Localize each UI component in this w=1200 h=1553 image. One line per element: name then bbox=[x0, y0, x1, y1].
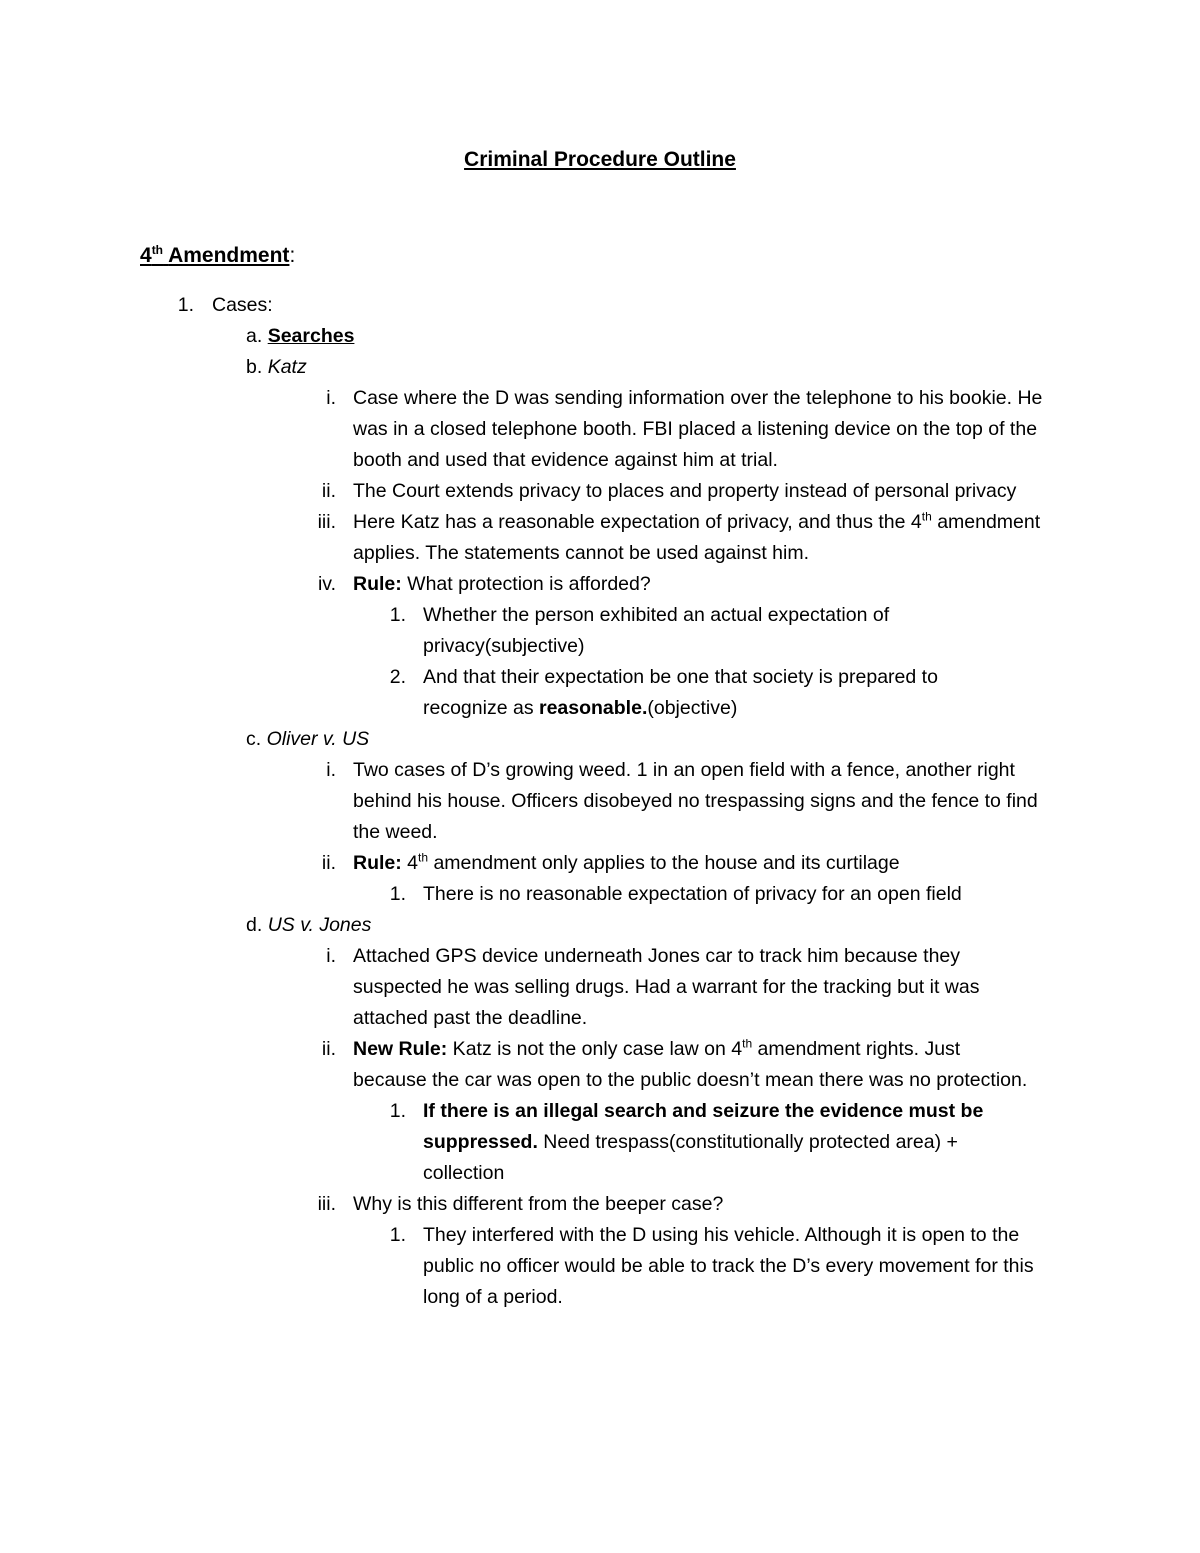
item-marker: 1. bbox=[389, 1100, 406, 1122]
heading-number: 4 bbox=[140, 244, 152, 267]
list-item bbox=[0, 321, 1200, 352]
superscript: th bbox=[742, 1036, 753, 1051]
page-title: Criminal Procedure Outline bbox=[464, 148, 736, 171]
heading-superscript: th bbox=[151, 243, 164, 257]
item-text: What protection is afforded? bbox=[401, 573, 651, 595]
item-text: Need trespass(constitutionally protected area) + collection bbox=[423, 1131, 958, 1184]
item-marker: 1. bbox=[389, 1224, 406, 1246]
item-text: 4 bbox=[401, 852, 419, 874]
list-item bbox=[0, 290, 1200, 321]
emphasis: reasonable. bbox=[538, 697, 648, 719]
superscript: th bbox=[418, 850, 429, 865]
item-text: amendment rights. Just because the car was open to the public doesn’t mean there was no protection. bbox=[353, 1038, 1028, 1091]
item-marker: 1. bbox=[389, 604, 406, 626]
heading-colon: : bbox=[289, 244, 296, 267]
list-item bbox=[0, 941, 1200, 1034]
item-marker: d. bbox=[246, 914, 263, 936]
item-marker: 1. bbox=[389, 883, 406, 905]
item-marker: c. bbox=[246, 728, 262, 750]
item-marker: b. bbox=[246, 356, 263, 378]
list-item bbox=[0, 1220, 1200, 1313]
list-item bbox=[0, 724, 1200, 755]
item-marker: ii. bbox=[321, 480, 336, 502]
item-text: Searches bbox=[267, 325, 355, 347]
item-text: Why is this different from the beeper case? bbox=[353, 1193, 724, 1215]
list-item bbox=[0, 1034, 1200, 1096]
item-text: The Court extends privacy to places and property instead of personal privacy bbox=[353, 480, 1017, 502]
item-marker: 2. bbox=[389, 666, 406, 688]
item-marker: iv. bbox=[317, 573, 336, 595]
rule-label: Rule: bbox=[353, 573, 402, 595]
list-item bbox=[0, 662, 1200, 724]
item-text: Katz is not the only case law on 4 bbox=[447, 1038, 743, 1060]
list-item bbox=[0, 569, 1200, 600]
list-item bbox=[0, 352, 1200, 383]
heading-underlined bbox=[140, 244, 289, 267]
case-name: Oliver v. US bbox=[266, 728, 370, 750]
item-text: And that their expectation be one that society is prepared to recognize as bbox=[423, 666, 938, 719]
item-text: Here Katz has a reasonable expectation of privacy, and thus the 4 bbox=[353, 511, 922, 533]
item-text: There is no reasonable expectation of privacy for an open field bbox=[423, 883, 962, 905]
list-item bbox=[0, 507, 1200, 569]
item-marker: 1. bbox=[177, 294, 194, 316]
list-item bbox=[0, 848, 1200, 879]
item-marker: iii. bbox=[317, 511, 336, 533]
outline-list bbox=[0, 290, 1200, 1313]
rule-label: Rule: bbox=[353, 852, 402, 874]
heading-word: Amendment bbox=[168, 244, 290, 267]
item-marker: a. bbox=[246, 325, 263, 347]
item-text: Whether the person exhibited an actual expectation of privacy(subjective) bbox=[423, 604, 890, 657]
section-heading bbox=[140, 240, 295, 271]
list-item bbox=[0, 1189, 1200, 1220]
item-text: Case where the D was sending information over the telephone to his bookie. He was in a closed telephone booth. FBI placed a listening device on the top of the booth and used that evidence against him at trial. bbox=[353, 387, 1043, 471]
item-text: amendment applies. The statements cannot be used against him. bbox=[353, 511, 1041, 564]
case-name: US v. Jones bbox=[267, 914, 372, 936]
item-text: (objective) bbox=[647, 697, 738, 719]
rule-label: New Rule: bbox=[353, 1038, 448, 1060]
item-text: They interfered with the D using his vehicle. Although it is open to the public no officer would be able to track the D’s every movement for this long of a period. bbox=[423, 1224, 1034, 1308]
emphasis: If there is an illegal search and seizure the evidence must be suppressed. bbox=[423, 1100, 984, 1153]
item-marker: iii. bbox=[317, 1193, 336, 1215]
list-item bbox=[0, 600, 1200, 662]
item-marker: ii. bbox=[321, 1038, 336, 1060]
item-text: Cases: bbox=[212, 294, 273, 316]
item-marker: ii. bbox=[321, 852, 336, 874]
item-marker: i. bbox=[326, 387, 336, 409]
item-text: Two cases of D’s growing weed. 1 in an open field with a fence, another right behind his house. Officers disobeyed no trespassing signs and the fence to find the weed. bbox=[353, 759, 1038, 843]
list-item bbox=[0, 910, 1200, 941]
item-text: Attached GPS device underneath Jones car to track him because they suspected he was selling drugs. Had a warrant for the tracking but it was attached past the deadline. bbox=[353, 945, 980, 1029]
list-item bbox=[0, 476, 1200, 507]
list-item bbox=[0, 383, 1200, 476]
case-name: Katz bbox=[267, 356, 307, 378]
list-item bbox=[0, 1096, 1200, 1189]
list-item bbox=[0, 879, 1200, 910]
item-marker: i. bbox=[326, 945, 336, 967]
superscript: th bbox=[921, 509, 932, 524]
item-text: amendment only applies to the house and its curtilage bbox=[428, 852, 900, 874]
item-marker: i. bbox=[326, 759, 336, 781]
list-item bbox=[0, 755, 1200, 848]
